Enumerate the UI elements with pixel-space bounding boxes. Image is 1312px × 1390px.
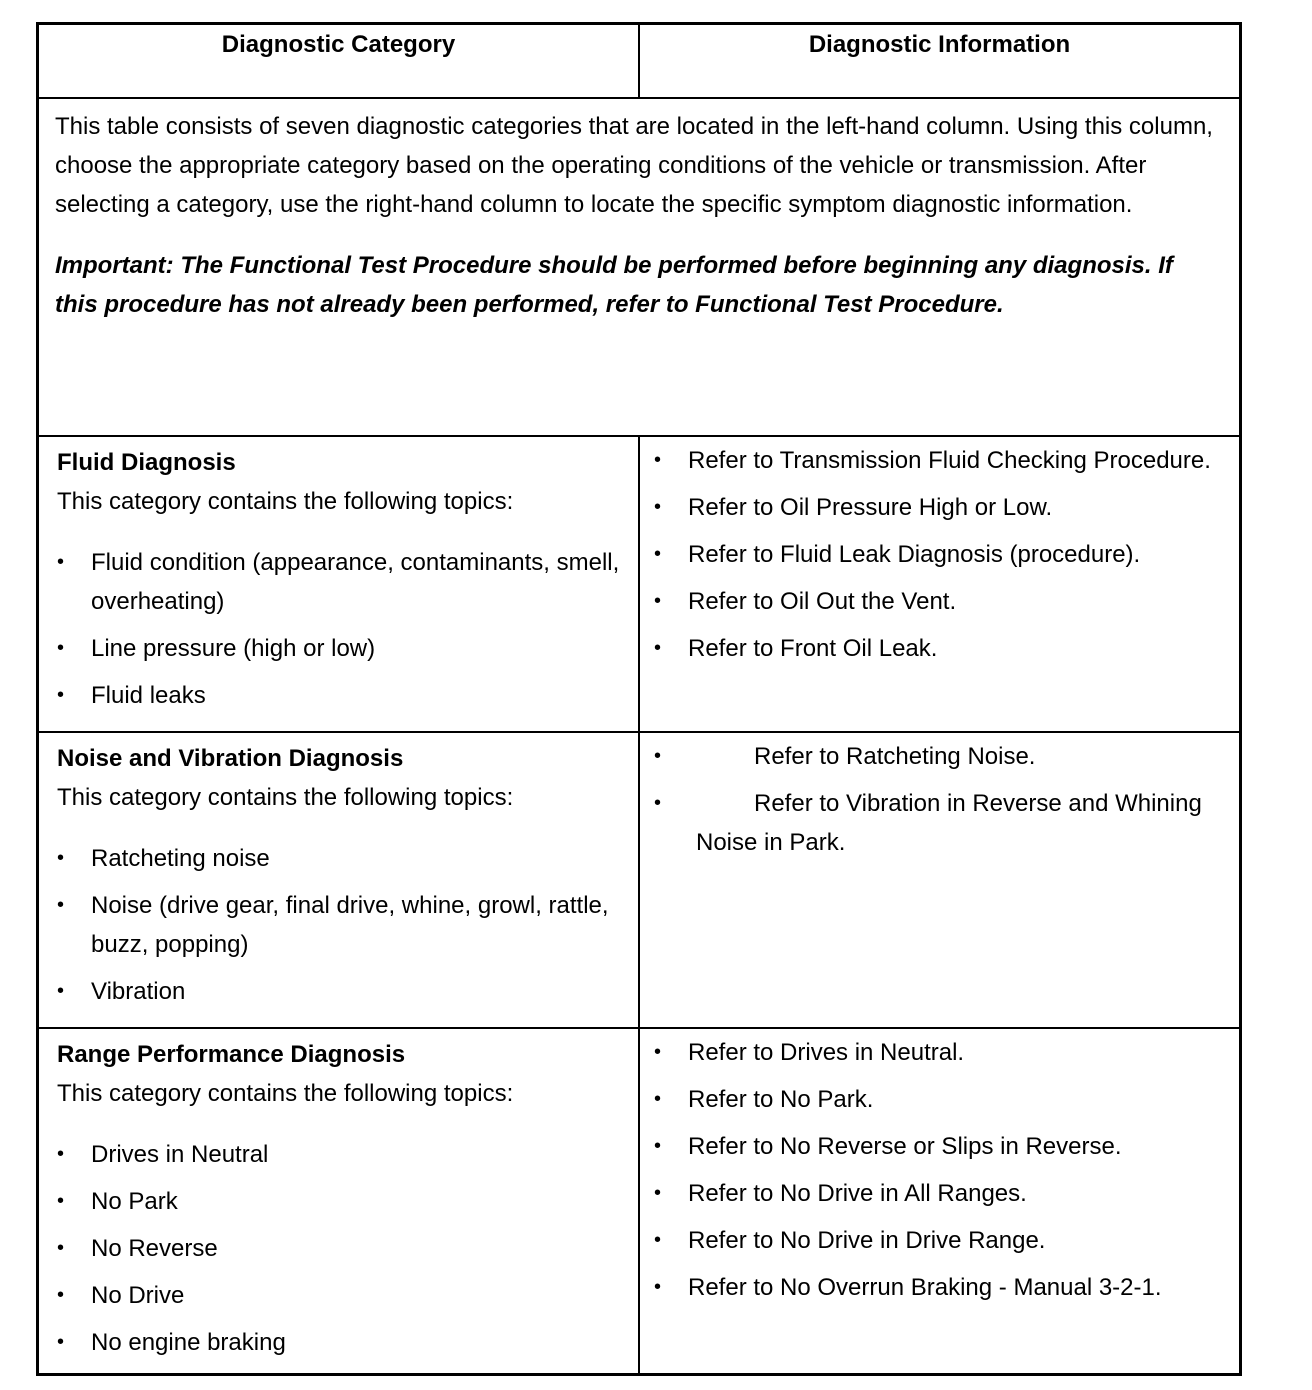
list-item: • Refer to Transmission Fluid Checking Procedure. xyxy=(654,441,1229,480)
list-item: • Refer to Ratcheting Noise. xyxy=(654,737,1229,776)
intro-row xyxy=(38,98,1241,436)
bullet-dot-icon: • xyxy=(654,1182,662,1204)
table-row xyxy=(38,732,1241,1028)
table-header-row xyxy=(38,24,1241,99)
bullet-dot-icon: • xyxy=(57,894,65,916)
bullet-dot-icon: • xyxy=(57,1331,65,1353)
category-intro: This category contains the following topics: xyxy=(57,1080,514,1107)
bullet-dot-icon: • xyxy=(654,1229,662,1251)
bullet-dot-icon: • xyxy=(57,847,65,869)
list-item: • Refer to Vibration in Reverse and Whining Noise in Park. xyxy=(654,784,1229,862)
bullet-dot-icon: • xyxy=(654,543,662,565)
diagnostic-table xyxy=(36,22,1242,1376)
header-diagnostic-information: Diagnostic Information xyxy=(639,24,1241,99)
info-list xyxy=(654,1033,1229,1307)
list-item: • Drives in Neutral xyxy=(57,1135,628,1174)
intro-cell xyxy=(38,98,1241,436)
bullet-dot-icon: • xyxy=(654,1041,662,1063)
bullet-dot-icon: • xyxy=(654,745,662,767)
bullet-dot-icon: • xyxy=(57,980,65,1002)
category-cell-range xyxy=(38,1028,640,1375)
header-diagnostic-category: Diagnostic Category xyxy=(38,24,640,99)
category-cell-noise xyxy=(38,732,640,1028)
list-item: • Refer to No Park. xyxy=(654,1080,1229,1119)
category-intro: This category contains the following topics: xyxy=(57,488,514,515)
list-item: • Line pressure (high or low) xyxy=(57,629,628,668)
list-item: • Refer to No Drive in All Ranges. xyxy=(654,1174,1229,1213)
list-item: • Refer to No Reverse or Slips in Reverse. xyxy=(654,1127,1229,1166)
list-item: • Refer to Drives in Neutral. xyxy=(654,1033,1229,1072)
category-title: Fluid Diagnosis xyxy=(57,449,236,476)
bullet-dot-icon: • xyxy=(654,1088,662,1110)
info-cell-range xyxy=(639,1028,1241,1375)
category-intro: This category contains the following topics: xyxy=(57,784,514,811)
bullet-dot-icon: • xyxy=(654,792,662,814)
bullet-dot-icon: • xyxy=(57,551,65,573)
category-cell-fluid xyxy=(38,436,640,732)
bullet-dot-icon: • xyxy=(654,1135,662,1157)
topic-list xyxy=(57,839,628,1011)
category-title: Range Performance Diagnosis xyxy=(57,1041,406,1068)
list-item: • Fluid leaks xyxy=(57,676,628,715)
list-item: • Refer to Oil Out the Vent. xyxy=(654,582,1229,621)
list-item: • Ratcheting noise xyxy=(57,839,628,878)
bullet-dot-icon: • xyxy=(654,590,662,612)
topic-list xyxy=(57,543,628,715)
info-cell-noise xyxy=(639,732,1241,1028)
bullet-dot-icon: • xyxy=(57,1190,65,1212)
bullet-dot-icon: • xyxy=(57,684,65,706)
list-item: • No Park xyxy=(57,1182,628,1221)
intro-text: This table consists of seven diagnostic categories that are located in the left-hand column. Using this column, choose the appropriate category based on the operating conditions of the vehicle or transmission. After selecting a category, use the right-hand column to locate the specific symptom diagnostic information. xyxy=(55,113,1213,218)
important-note: Important: The Functional Test Procedure should be performed before beginning any diagnosis. If this procedure has not already been performed, refer to Functional Test Procedure. xyxy=(55,252,1173,318)
info-list xyxy=(654,441,1229,668)
list-item: • Noise (drive gear, final drive, whine, growl, rattle, buzz, popping) xyxy=(57,886,628,964)
list-item: • Refer to Front Oil Leak. xyxy=(654,629,1229,668)
bullet-dot-icon: • xyxy=(654,496,662,518)
list-item: • Refer to No Drive in Drive Range. xyxy=(654,1221,1229,1260)
table-row xyxy=(38,1028,1241,1375)
info-cell-fluid xyxy=(639,436,1241,732)
list-item: • Refer to Fluid Leak Diagnosis (procedure). xyxy=(654,535,1229,574)
list-item: • No Drive xyxy=(57,1276,628,1315)
topic-list xyxy=(57,1135,628,1362)
bullet-dot-icon: • xyxy=(57,1284,65,1306)
bullet-dot-icon: • xyxy=(57,1143,65,1165)
bullet-dot-icon: • xyxy=(57,1237,65,1259)
bullet-dot-icon: • xyxy=(654,1276,662,1298)
list-item: • Vibration xyxy=(57,972,628,1011)
bullet-dot-icon: • xyxy=(654,637,662,659)
bullet-dot-icon: • xyxy=(57,637,65,659)
category-title: Noise and Vibration Diagnosis xyxy=(57,745,404,772)
bullet-dot-icon: • xyxy=(654,449,662,471)
list-item: • No engine braking xyxy=(57,1323,628,1362)
list-item: • Fluid condition (appearance, contaminants, smell, overheating) xyxy=(57,543,628,621)
info-list xyxy=(654,737,1229,862)
list-item: • Refer to No Overrun Braking - Manual 3-2-1. xyxy=(654,1268,1229,1307)
list-item: • No Reverse xyxy=(57,1229,628,1268)
table-row xyxy=(38,436,1241,732)
list-item: • Refer to Oil Pressure High or Low. xyxy=(654,488,1229,527)
